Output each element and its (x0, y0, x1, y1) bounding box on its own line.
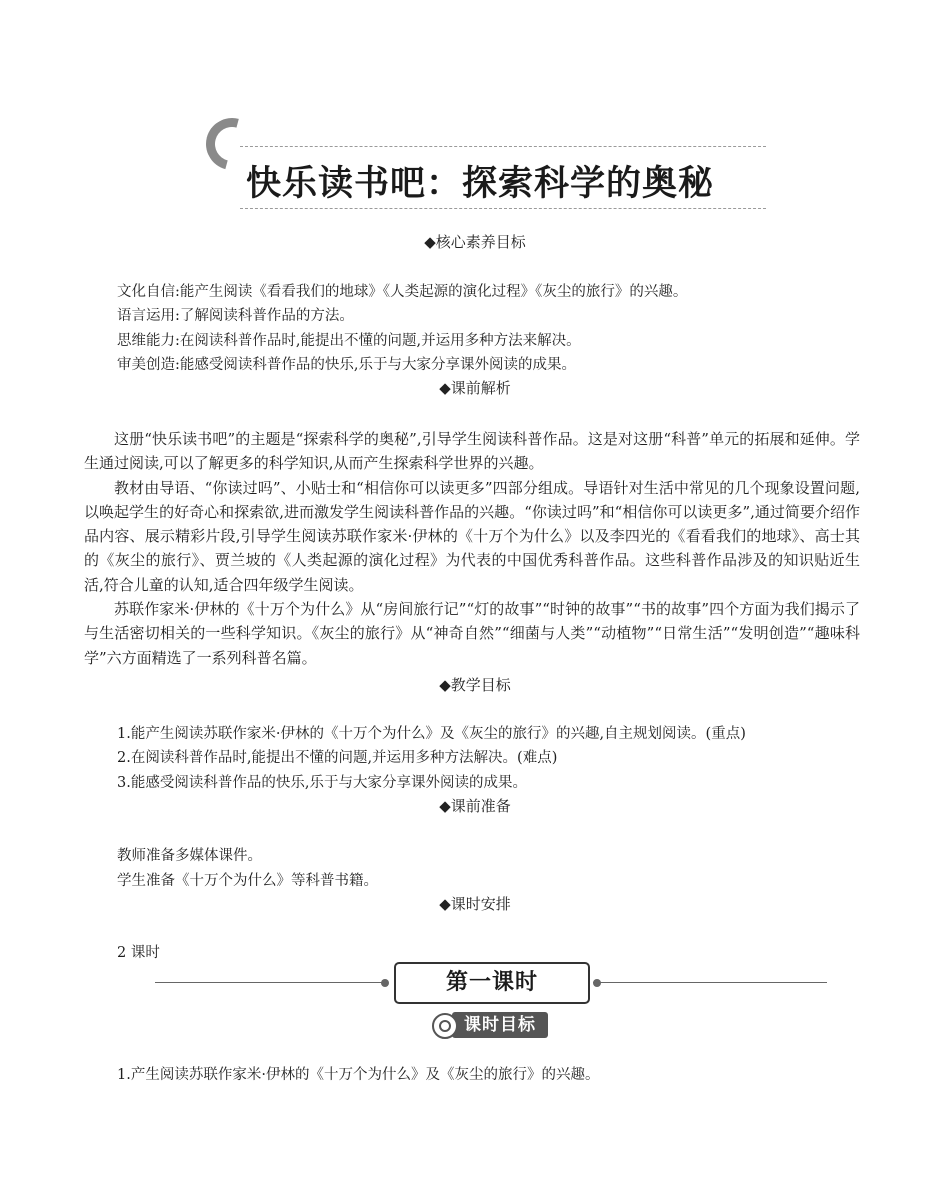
prep-line: 教师准备多媒体课件。 (117, 848, 262, 864)
analysis-paragraph: 这册“快乐读书吧”的主题是“探索科学的奥秘”,引导学生阅读科普作品。这是对这册“科普”单元的拓展和延伸。学生通过阅读,可以了解更多的科学知识,从而产生探索科学世界的兴趣。 (84, 430, 860, 473)
page-title: 快乐读书吧：探索科学的奥秘 (246, 164, 715, 204)
core-line: 语言运用:了解阅读科普作品的方法。 (117, 308, 354, 324)
title-dashed-rule-top (240, 146, 766, 147)
section-heading-analysis: ◆课前解析 (439, 379, 511, 397)
divider-rule-left (155, 982, 387, 983)
lesson-title-box: 第一课时 (394, 962, 590, 1004)
section-heading-goals: ◆教学目标 (439, 676, 511, 694)
analysis-body (84, 427, 860, 670)
lesson-goal-badge-label: 课时目标 (452, 1012, 548, 1038)
prep-line: 学生准备《十万个为什么》等科普书籍。 (117, 873, 378, 889)
core-line: 审美创造:能感受阅读科普作品的快乐,乐于与大家分享课外阅读的成果。 (117, 357, 576, 373)
analysis-paragraph: 教材由导语、“你读过吗”、小贴士和“相信你可以读更多”四部分组成。导语针对生活中常见的几个现象设置问题,以唤起学生的好奇心和探索欲,进而激发学生阅读科普作品的兴趣。“你读过吗”和“相信你可以读更多”,通过简要介绍作品内容、展示精彩片段,引导学生阅读苏联作家米·伊林的《十万个为什么》以及李四光的《看看我们的地球》、高士其的《灰尘的旅行》、贾兰坡的《人类起源的演化过程》为代表的中国优秀科普作品。这些科普作品涉及的知识贴近生活,符合儿童的认知,适合四年级学生阅读。 (84, 478, 860, 594)
title-dashed-rule-bottom (240, 208, 766, 209)
goal-line: 3.能感受阅读科普作品的快乐,乐于与大家分享课外阅读的成果。 (117, 775, 527, 791)
section-heading-schedule: ◆课时安排 (439, 895, 511, 913)
section-heading-prep: ◆课前准备 (439, 797, 511, 815)
title-banner (200, 118, 780, 218)
divider-dot-right (593, 979, 601, 987)
target-icon (432, 1013, 458, 1039)
lesson-divider (155, 962, 827, 1004)
core-line: 思维能力:在阅读科普作品时,能提出不懂的问题,并运用多种方法来解决。 (117, 333, 581, 349)
analysis-paragraph: 苏联作家米·伊林的《十万个为什么》从“房间旅行记”“灯的故事”“时钟的故事”“书的故事”四个方面为我们揭示了与生活密切相关的一些科学知识。《灰尘的旅行》从“神奇自然”“细菌与人类”“动植物”“日常生活”“发明创造”“趣味科学”六方面精选了一系列科普名篇。 (84, 600, 860, 667)
goal-line: 2.在阅读科普作品时,能提出不懂的问题,并运用多种方法解决。(难点) (117, 750, 558, 766)
lesson-goal-line: 1.产生阅读苏联作家米·伊林的《十万个为什么》及《灰尘的旅行》的兴趣。 (117, 1067, 600, 1083)
schedule-line: 2 课时 (117, 945, 160, 961)
core-line: 文化自信:能产生阅读《看看我们的地球》《人类起源的演化过程》《灰尘的旅行》的兴趣。 (117, 284, 688, 300)
goal-line: 1.能产生阅读苏联作家米·伊林的《十万个为什么》及《灰尘的旅行》的兴趣,自主规划阅读。(重点) (117, 726, 746, 742)
divider-dot-left (381, 979, 389, 987)
divider-rule-right (593, 982, 827, 983)
section-heading-core: ◆核心素养目标 (424, 233, 526, 251)
